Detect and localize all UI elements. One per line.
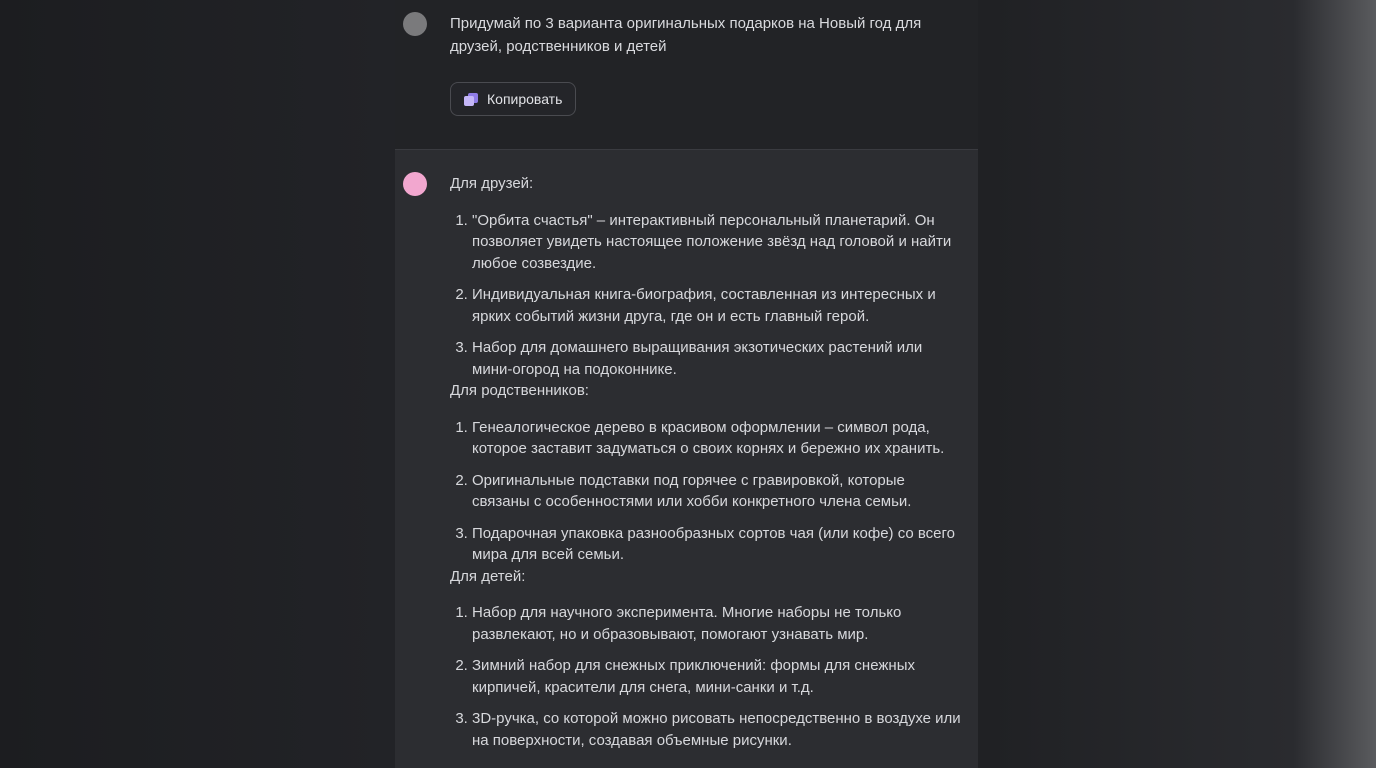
assistant-avatar [403, 172, 427, 196]
copy-button-label: Копировать [487, 91, 563, 107]
section-title-kids: Для детей: [450, 567, 526, 585]
assistant-message [450, 173, 965, 751]
list-item: 2. Индивидуальная книга-биография, составленная из интересных и ярких событий жизни друга, где он и есть главный герой. [472, 284, 965, 327]
user-avatar [403, 12, 427, 36]
list-item: 2. Оригинальные подставки под горячее с гравировкой, которые связаны с особенностями или хобби конкретного члена семьи. [472, 470, 965, 513]
user-message [395, 0, 978, 150]
list-item: 1. Набор для научного эксперимента. Многие наборы не только развлекают, но и образовывают, помогают узнавать мир. [472, 602, 965, 645]
list-kids [450, 602, 965, 751]
list-item: 3. 3D-ручка, со которой можно рисовать непосредственно в воздухе или на поверхности, создавая объемные рисунки. [472, 708, 965, 751]
chat-column [395, 0, 978, 768]
user-message-text: Придумай по 3 варианта оригинальных подарков на Новый год для друзей, родственников и детей [450, 15, 922, 55]
list-relatives [450, 417, 965, 566]
list-item: 3. Набор для домашнего выращивания экзотических растений или мини-огород на подоконнике. [472, 337, 965, 380]
copy-button[interactable] [450, 82, 576, 116]
list-item: 1. "Орбита счастья" – интерактивный персональный планетарий. Он позволяет увидеть настоящее положение звёзд над головой и найти любое созвездие. [472, 210, 965, 275]
copy-icon [464, 93, 479, 106]
list-item: 3. Подарочная упаковка разнообразных сортов чая (или кофе) со всего мира для всей семьи. [472, 523, 965, 566]
section-title-relatives: Для родственников: [450, 382, 589, 399]
list-item: 2. Зимний набор для снежных приключений: формы для снежных кирпичей, красители для снега, мини-санки и т.д. [472, 655, 965, 698]
list-item: 1. Генеалогическое дерево в красивом оформлении – символ рода, которое заставит задуматься о своих корнях и бережно их хранить. [472, 417, 965, 460]
list-friends [450, 210, 965, 381]
section-title-friends: Для друзей: [450, 175, 534, 192]
